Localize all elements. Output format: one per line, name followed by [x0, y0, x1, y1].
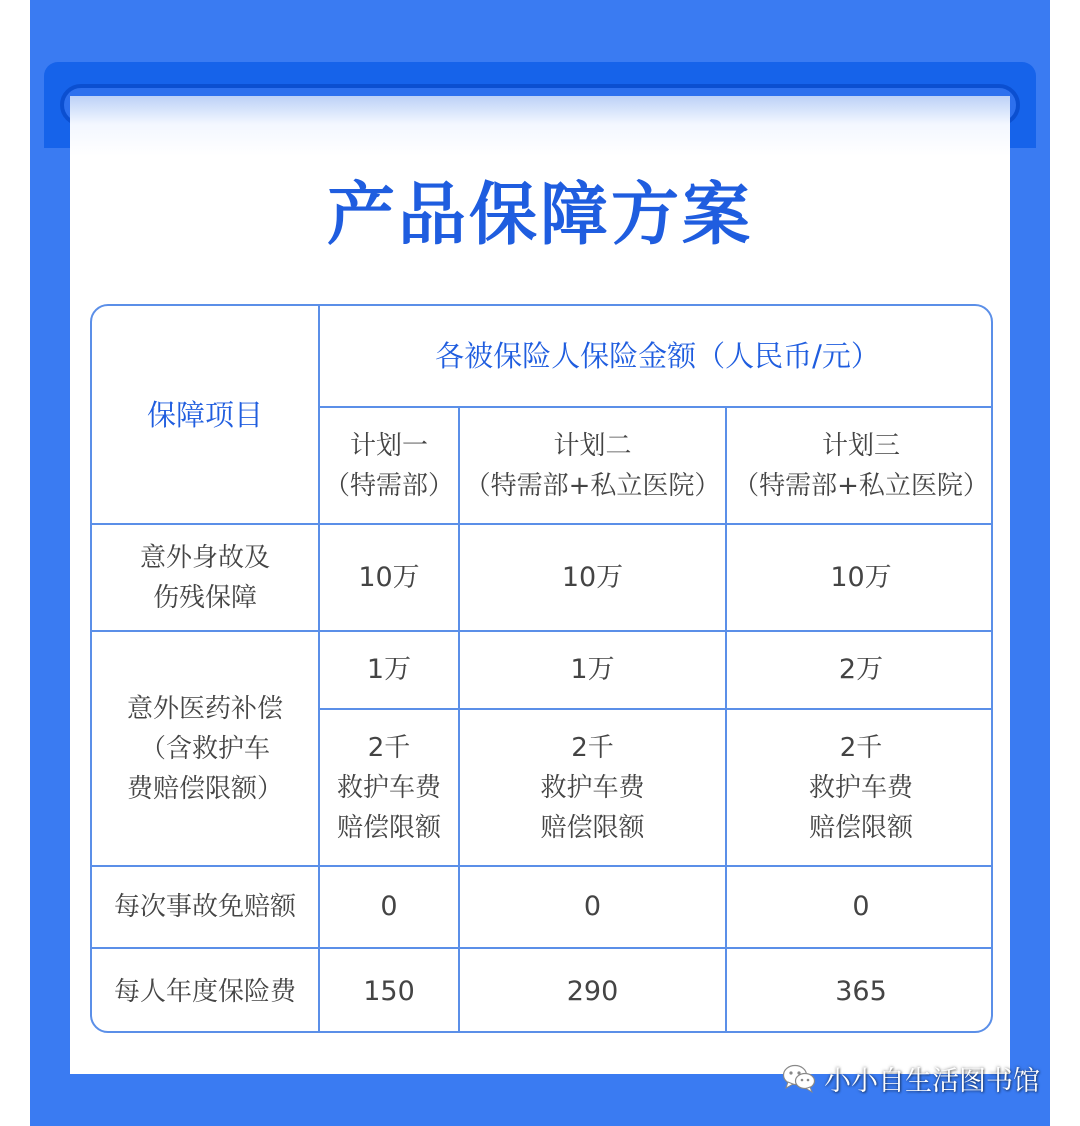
- premium-plan-2: 290: [459, 948, 726, 1033]
- accident-medical-label-line2: （含救护车: [139, 733, 270, 764]
- ambulance-plan-2: [459, 709, 726, 866]
- plan-1-name: 计划一: [349, 430, 428, 461]
- premium-plan-3: 365: [726, 948, 993, 1033]
- ambulance-plan-3-line3: 赔偿限额: [808, 812, 913, 843]
- plan-table: [92, 306, 993, 1033]
- accident-medical-label-line1: 意外医药补偿: [126, 693, 283, 724]
- deductible-plan-2: 0: [459, 866, 726, 948]
- header-plan-3: [726, 407, 993, 524]
- plan-table-container: [90, 304, 993, 1033]
- deductible-plan-1: 0: [319, 866, 459, 948]
- accident-death-plan-2: 10万: [459, 524, 726, 631]
- header-amount-group: 各被保险人保险金额（人民币/元）: [319, 306, 993, 407]
- watermark: [782, 1056, 1040, 1100]
- ambulance-plan-2-line2: 救护车费: [540, 772, 645, 803]
- accident-death-plan-3: 10万: [726, 524, 993, 631]
- plan-2-name: 计划二: [553, 430, 632, 461]
- deductible-plan-3: 0: [726, 866, 993, 948]
- table-row-accident-death: [92, 524, 993, 631]
- ambulance-plan-1-line3: 赔偿限额: [336, 812, 441, 843]
- accident-medical-plan-2: 1万: [459, 631, 726, 709]
- row-label-deductible: 每次事故免赔额: [92, 866, 319, 948]
- page-margin-right: [1050, 0, 1080, 1126]
- table-row-premium: [92, 948, 993, 1033]
- table-row-accident-medical: [92, 631, 993, 709]
- ambulance-plan-1: [319, 709, 459, 866]
- plan-3-name: 计划三: [821, 430, 900, 461]
- ambulance-plan-1-line2: 救护车费: [336, 772, 441, 803]
- row-label-premium: 每人年度保险费: [92, 948, 319, 1033]
- page-margin-left: [0, 0, 30, 1126]
- ambulance-plan-3-amount: 2千: [839, 732, 883, 763]
- table-header-row-1: [92, 306, 993, 407]
- ambulance-plan-2-line3: 赔偿限额: [540, 812, 645, 843]
- premium-plan-1: 150: [319, 948, 459, 1033]
- accident-death-label-line1: 意外身故及: [139, 542, 270, 573]
- header-item-column: 保障项目: [92, 306, 319, 524]
- ambulance-plan-3-line2: 救护车费: [808, 772, 913, 803]
- accident-death-plan-1: 10万: [319, 524, 459, 631]
- wechat-icon: [782, 1063, 816, 1093]
- page-title: 产品保障方案: [326, 176, 753, 255]
- row-label-accident-death: [92, 524, 319, 631]
- row-label-accident-medical: [92, 631, 319, 866]
- header-plan-1: [319, 407, 459, 524]
- accident-medical-plan-3: 2万: [726, 631, 993, 709]
- plan-2-sub: （特需部+私立医院）: [464, 470, 721, 501]
- table-row-deductible: [92, 866, 993, 948]
- accident-death-label-line2: 伤残保障: [152, 582, 257, 613]
- plan-1-sub: （特需部）: [323, 470, 454, 501]
- watermark-text: 小小自生活图书馆: [824, 1065, 1040, 1097]
- accident-medical-label-line3: 费赔偿限额）: [126, 773, 283, 804]
- accident-medical-plan-1: 1万: [319, 631, 459, 709]
- plan-3-sub: （特需部+私立医院）: [733, 470, 989, 501]
- ambulance-plan-1-amount: 2千: [367, 732, 411, 763]
- ambulance-plan-3: [726, 709, 993, 866]
- header-plan-2: [459, 407, 726, 524]
- ambulance-plan-2-amount: 2千: [571, 732, 614, 763]
